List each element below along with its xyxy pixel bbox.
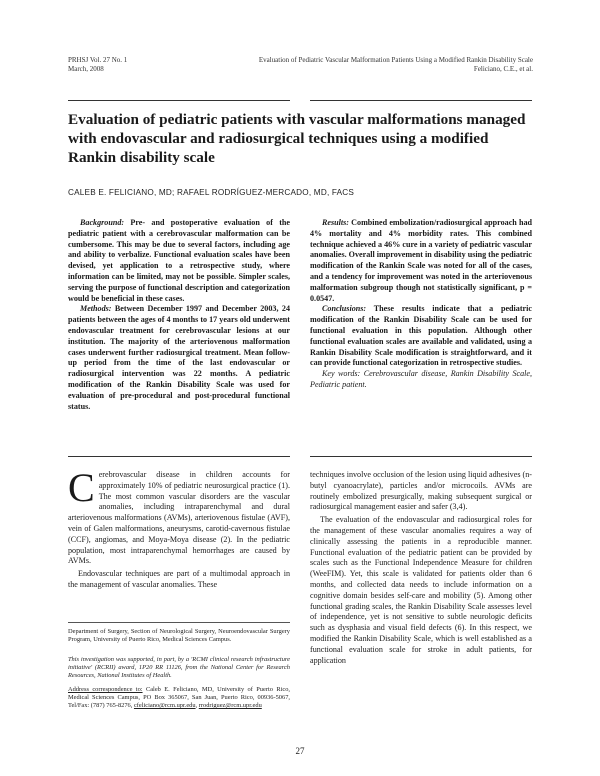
conclusions-text: These results indicate that a pediatric modification of the Rankin Disability Scale can be used for functional evaluation in this population. Although other functional evaluation scales are available and validated, using a Rankin Disability Scale modification is straightforward, and it can provide functional categorization in retrospective studies. — [310, 304, 532, 368]
abstract-results — [310, 218, 532, 304]
methods-text: Between December 1997 and December 2003, 24 patients between the ages of 4 months to 17 years old underwent endovascular treatment for cerebrovascular lesions at our institution. The majority of the arteriovenous malformation cases underwent further radiosurgical treatment. Mean follow-up period from the time of the last endovascular or radiosurgical intervention was 22 months. A pediatric modification of the Rankin Disability Scale was used for evaluation of pre-procedural and post-procedural functional status. — [68, 304, 290, 411]
article-title: Evaluation of pediatric patients with vascular malformations managed with endovascular and radiosurgical techniques using a modified Rankin disability scale — [68, 111, 526, 166]
abstract-keywords — [310, 369, 532, 391]
abstract-right-column — [310, 218, 532, 391]
body-left-column — [68, 465, 290, 593]
abstract-conclusions — [310, 304, 532, 369]
body-paragraph: The evaluation of the endovascular and radiosurgical roles for the management of these vascular anomalies requires a way of clinically assessing the patients in a reproducible manner. Functional evaluation of the pediatric patient can be provided by scales such as the Functional Independence Measure for children (WeeFIM). Yet, this scale is validated for patients older than 6 months, and collected data needs to include information on a cognitive domain besides self-care and mobility (5). Among other functional grading scales, the Rankin Disability Scale assesses level of independence, yet is not sensitive to subtle neurologic deficits such as dysphasia and visual field defects (6). In this respect, we modified the Rankin Disability Scale, which is well established as a functional evaluation scale for stroke in adult patients, for application — [310, 515, 532, 665]
abstract-left-column — [68, 218, 290, 412]
body-text: erebrovascular disease in children accounts for approximately 10% of pediatric neurosurgical practice (1). The most common vascular disorders are the vascular anomalies, including intraparenchymal and dural arteriovenous malformations (AVMs), arteriovenous fistulae (AVF), vein of Galen malformations, aneurysms, carotid-cavernous fistulae (CCF), angiomas, and Moya-Moya disease (2). In the pediatric population, most intraparenchymal hemorrhages are caused by AVMs. — [68, 470, 290, 566]
results-label: Results: — [322, 218, 349, 227]
journal-date: March, 2008 — [68, 65, 104, 73]
abstract-rule-right — [310, 456, 532, 457]
abstract-methods — [68, 304, 290, 412]
running-header — [173, 56, 533, 74]
results-text: Combined embolization/radiosurgical approach had 4% mortality and 4% morbidity rates. This combined technique achieved a 46% cure in a variety of pediatric vascular anomalies. Overall improvement in disability using the pediatric modification of the Rankin Scale was noted for all of the cases, and a tendency for improvement was noted in the arteriovenous malformation subgroup though not statistically significant, p = 0.0547. — [310, 218, 532, 303]
author-list: CALEB E. FELICIANO, MD; RAFAEL RODRÍGUEZ-MERCADO, MD, FACS — [68, 188, 355, 197]
page-number: 27 — [295, 746, 305, 756]
conclusions-label: Conclusions: — [322, 304, 367, 314]
header-rule-left — [68, 100, 290, 101]
keywords-text: Cerebrovascular disease, Rankin Disability Scale, Pediatric patient. — [310, 369, 532, 389]
affiliation-note: Department of Surgery, Section of Neurological Surgery, Neuroendovascular Surgery Program, University of Puerto Rico, Medical Sciences Campus. — [68, 628, 290, 644]
body-paragraph — [68, 465, 290, 567]
running-title: Evaluation of Pediatric Vascular Malformation Patients Using a Modified Rankin Disability Scale — [258, 56, 533, 64]
funding-note: This investigation was supported, in part, by a 'RCMI clinical research infrastructure initiative' (RCRII) award, 1P20 RR 11126, from the National Center for Research Resources, National Institutes of Health. — [68, 656, 290, 680]
footnote-rule — [68, 622, 290, 623]
email-link-1[interactable]: cfeliciano@rcm.upr.edu — [133, 702, 196, 710]
journal-info — [68, 56, 188, 74]
background-label: Background: — [80, 218, 125, 227]
keywords-label: Key words: — [322, 369, 361, 379]
background-text: Pre- and postoperative evaluation of the pediatric patient with a cerebrovascular malformation can be cumbersome. This may be due to several factors, including age and ability to verbalize. Functional evaluation scales have been devised, yet application to a retrospective study, where information can be limited, may not be possible. Simpler scales, serving the purpose of functional description and categorization would be beneficial in these cases. — [68, 218, 290, 303]
address-text: Caleb E. Feliciano, MD, University of Puerto Rico, Medical Sciences Campus, PO Box 365067, San Juan, Puerto Rico, 00936-5067, Tel/Fax: (787) 765-8276, — [68, 686, 290, 710]
running-authors: Feliciano, C.E., et al. — [473, 65, 533, 73]
body-right-column — [310, 470, 532, 668]
methods-label: Methods: — [80, 304, 112, 314]
body-paragraph: Endovascular techniques are part of a multimodal approach in the management of vascular anomalies. These — [68, 569, 290, 589]
abstract-background — [68, 218, 290, 304]
address-label: Address correspondence to: — [68, 686, 143, 693]
body-paragraph: techniques involve occlusion of the lesion using liquid adhesives (n-butyl cyanoacrylate), particles and/or microcoils. AVMs are routinely embolized presurgically, making subsequent surgical or radiosurgical management easier and safer (3,4). — [310, 470, 532, 512]
abstract-rule-left — [68, 456, 290, 457]
email-link-2[interactable]: rrodriguez@rcm.upr.edu — [198, 702, 262, 710]
correspondence-note: Address correspondence to: Caleb E. Feliciano, MD, University of Puerto Rico, Medical Sciences Campus, PO Box 365067, San Juan, Puerto Rico, 00936-5067, Tel/Fax: (787) 765-8276, cfeliciano@rcm.upr.edu, rrodriguez@rcm.upr.edu — [68, 686, 290, 710]
journal-volume: PRHSJ Vol. 27 No. 1 — [68, 56, 128, 64]
drop-cap: C — [68, 465, 95, 510]
header-rule-right — [310, 100, 532, 101]
